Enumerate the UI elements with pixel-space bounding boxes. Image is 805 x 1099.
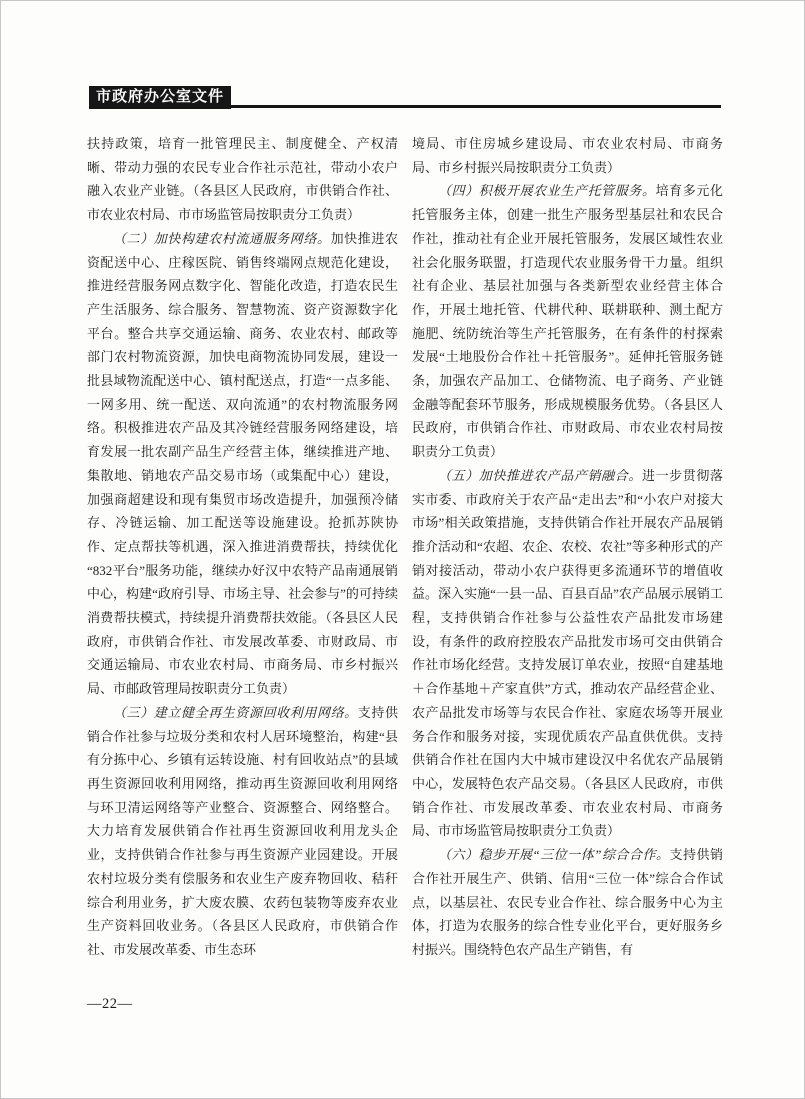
page-number: —22—: [87, 996, 133, 1012]
paragraph-section-6: [412, 843, 723, 962]
paragraph-text: 加快推进农资配送中心、庄稼医院、销售终端网点规范化建设，推进经营服务网点数字化、智能化改造，打造农民生产生活服务、综合服务、智慧物流、资产资源数字化平台。整合共享交通运输、商务、农业农村、邮政等部门农村物流资源，加快电商物流协同发展，建设一批县域物流配送中心、镇村配送点，打造“一点多能、一网多用、统一配送、双向流通”的农村物流服务网络。积极推进农产品及其冷链经营服务网络建设，培育发展一批农副产品生产经营主体，继续推进产地、集散地、销地农产品交易市场（或集配中心）建设，加强商超建设和现有集贸市场改造提升，加强预冷储存、冷链运输、加工配送等设施建设。抢抓苏陕协作、定点帮扶等机遇，深入推进消费帮扶，持续优化“832平台”服务功能，继续办好汉中农特产品南通展销中心，构建“政府引导、市场主导、社会参与”的可持续消费帮扶模式，持续提升消费帮扶效能。（各县区人民政府，市供销合作社、市发展改革委、市财政局、市交通运输局、市农业农村局、市商务局、市乡村振兴局、市邮政管理局按职责分工负责）: [87, 230, 398, 697]
section-heading: （四）积极开展农业生产托管服务。: [438, 183, 656, 199]
paragraph-text: 进一步贯彻落实市委、市政府关于农产品“走出去”和“小农户对接大市场”相关政策措施，支持供销合作社开展农产品展销推介活动和“农超、农企、农校、农社”等多种形式的产销对接活动，带动小农户获得更多流通环节的增值收益。深入实施“一县一品、百县百品”农产品展示展销工程，支持供销合作社参与公益性农产品批发市场建设，有条件的政府控股农产品批发市场可交由供销合作社市场化经营。支持发展订单农业，按照“自建基地＋合作基地＋产家直供”方式，推动农产品经营企业、农产品批发市场等与农民合作社、家庭农场等开展业务合作和服务对接，实现优质农产品直供优供。支持供销合作社在国内大中城市建设汉中名优农产品展销中心，发展特色农产品交易。（各县区人民政府，市供销合作社、市发展改革委、市农业农村局、市商务局、市市场监管局按职责分工负责）: [412, 467, 723, 839]
paragraph-text: 支持供销合作社参与垃圾分类和农村人居环境整治，构建“县有分拣中心、乡镇有运转设施、村有回收站点”的县域再生资源回收利用网络，推动再生资源回收利用网络与环卫清运网络等产业整合、资源整合、网络整合。大力培育发展供销合作社再生资源回收利用龙头企业，支持供销合作社参与再生资源产业园建设。开展农村垃圾分类有偿服务和农业生产废弃物回收、秸秆综合利用业务，扩大废农膜、农药包装物等废弃农业生产资料回收业务。（各县区人民政府，市供销合作社、市发展改革委、市生态环: [87, 704, 398, 957]
section-heading: （五）加快推进农产品产销融合。: [438, 467, 642, 483]
section-heading: （二）加快构建农村流通服务网络。: [113, 230, 331, 246]
paragraph-section-5: [412, 464, 723, 843]
left-column: [87, 132, 398, 990]
paragraph-text: 支持供销合作社开展生产、供销、信用“三位一体”综合合作试点，以基层社、农民专业合作社、综合服务中心为主体，打造为农服务的综合性专业化平台，更好服务乡村振兴。围绕特色农产品生产销售，有: [412, 847, 723, 957]
paragraph-section-3: [87, 701, 398, 962]
section-heading: （三）建立健全再生资源回收利用网络。: [113, 704, 358, 720]
header-banner-label: 市政府办公室文件: [96, 89, 225, 105]
paragraph-section-2: [87, 227, 398, 701]
section-heading: （六）稳步开展“三位一体”综合合作。: [438, 847, 670, 863]
paragraph-section-4: [412, 179, 723, 463]
paragraph-text: 培育多元化托管服务主体，创建一批生产服务型基层社和农民合作社，推动社有企业开展托管服务，发展区域性农业社会化服务联盟，打造现代农业服务骨干力量。组织社有企业、基层社加强与各类新型农业经营主体合作，开展土地托管、代耕代种、联耕联种、测土配方施肥、统防统治等生产托管服务，在有条件的村探索发展“土地股份合作社＋托管服务”。延伸托管服务链条，加强农产品加工、仓储物流、电子商务、产业链金融等配套环节服务，形成规模服务优势。（各县区人民政府，市供销合作社、市财政局、市农业农村局按职责分工负责）: [412, 183, 723, 460]
paragraph-continued: [412, 132, 723, 179]
right-column: [412, 132, 723, 990]
paragraph-text: 扶持政策，培育一批管理民主、制度健全、产权清晰、带动力强的农民专业合作社示范社，带动小农户融入农业产业链。（各县区人民政府，市供销合作社、市农业农村局、市市场监管局按职责分工负责）: [87, 136, 398, 223]
header-banner: [89, 86, 231, 109]
paragraph-text: 境局、市住房城乡建设局、市农业农村局、市商务局、市乡村振兴局按职责分工负责）: [412, 136, 723, 175]
paragraph-continued: [87, 132, 398, 227]
